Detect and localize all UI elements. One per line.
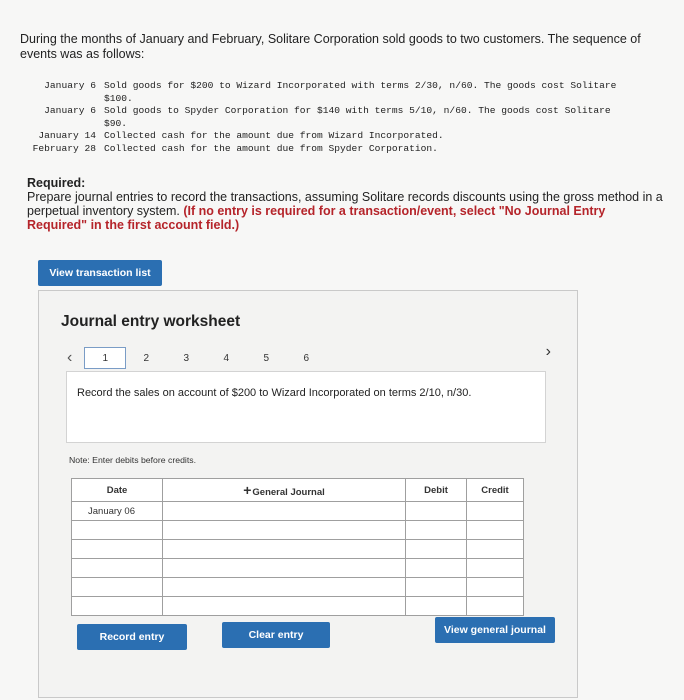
account-field[interactable]: [163, 578, 405, 596]
account-cell[interactable]: [163, 578, 406, 597]
credit-cell[interactable]: [467, 578, 524, 597]
account-field[interactable]: [163, 597, 405, 615]
general-journal-label: General Journal: [252, 487, 325, 498]
tab-page-2[interactable]: 2: [143, 352, 150, 364]
date-header: Date: [72, 479, 163, 502]
general-journal-header: [163, 479, 406, 502]
account-field[interactable]: [163, 502, 405, 520]
credit-field[interactable]: [467, 502, 523, 520]
event-text: Collected cash for the amount due from Spyder Corporation.: [104, 142, 438, 154]
credit-field[interactable]: [467, 578, 523, 596]
account-cell[interactable]: [163, 540, 406, 559]
required-title: Required:: [27, 176, 86, 190]
debit-cell[interactable]: [406, 597, 467, 616]
debit-cell[interactable]: [406, 540, 467, 559]
event-text: Sold goods to Spyder Corporation for $140 with terms 5/10, n/60. The goods cost Solitare $90.: [104, 105, 611, 129]
event-text: Collected cash for the amount due from Wizard Incorporated.: [104, 130, 444, 141]
required-emphasis: (If no entry is required for a transaction/event, select "No Journal Entry Required" in the first account field.): [27, 204, 606, 232]
tab-page-6[interactable]: 6: [303, 352, 310, 364]
event-date: January 6: [44, 80, 96, 91]
credit-field[interactable]: [467, 559, 523, 577]
event-date: January 6: [44, 105, 96, 116]
table-row: [72, 578, 524, 597]
table-row: [72, 559, 524, 578]
date-cell[interactable]: [72, 559, 163, 578]
required-text: [27, 190, 667, 232]
account-field[interactable]: [163, 540, 405, 558]
journal-table: [71, 478, 524, 616]
credit-cell[interactable]: [467, 540, 524, 559]
event-row: [24, 143, 624, 156]
debit-field[interactable]: [406, 559, 466, 577]
date-cell[interactable]: [72, 578, 163, 597]
event-row: [24, 80, 624, 105]
tab-page-5[interactable]: 5: [263, 352, 270, 364]
tab-page-1[interactable]: 1: [84, 347, 126, 369]
debit-cell[interactable]: [406, 559, 467, 578]
debit-field[interactable]: [406, 597, 466, 615]
account-cell[interactable]: [163, 559, 406, 578]
tab-page-4[interactable]: 4: [223, 352, 230, 364]
table-row: [72, 540, 524, 559]
prompt-text: Record the sales on account of $200 to Wizard Incorporated on terms 2/10, n/30.: [77, 387, 472, 399]
debit-cell[interactable]: [406, 578, 467, 597]
worksheet-title: Journal entry worksheet: [61, 313, 241, 330]
date-cell[interactable]: [72, 540, 163, 559]
credit-cell[interactable]: [467, 597, 524, 616]
account-cell[interactable]: [163, 597, 406, 616]
table-row: [72, 502, 524, 521]
table-row: [72, 597, 524, 616]
table-row: [72, 521, 524, 540]
transaction-prompt: [66, 371, 546, 443]
debit-field[interactable]: [406, 521, 466, 539]
clear-entry-button[interactable]: Clear entry: [222, 622, 330, 648]
event-row: [24, 130, 624, 143]
event-date: February 28: [32, 142, 96, 154]
credit-field[interactable]: [467, 540, 523, 558]
credit-cell[interactable]: [467, 502, 524, 521]
account-field[interactable]: [163, 559, 405, 577]
required-instructions: Prepare journal entries to record the transactions, assuming Solitare records discounts using the gross method in a perpetual inventory system.: [27, 190, 663, 218]
record-entry-button[interactable]: Record entry: [77, 624, 187, 650]
chevron-left-icon[interactable]: ‹: [67, 349, 73, 366]
credit-header: Credit: [467, 479, 524, 502]
account-cell[interactable]: [163, 521, 406, 540]
date-cell[interactable]: [72, 521, 163, 540]
debit-cell[interactable]: [406, 502, 467, 521]
chevron-right-icon[interactable]: ›: [545, 343, 551, 360]
view-transaction-list-button[interactable]: View transaction list: [38, 260, 162, 286]
worksheet-pager: [67, 347, 326, 369]
intro-text: During the months of January and February, Solitare Corporation sold goods to two customers. The sequence of events was as follows:: [20, 32, 641, 61]
account-cell[interactable]: [163, 502, 406, 521]
credit-field[interactable]: [467, 521, 523, 539]
credit-field[interactable]: [467, 597, 523, 615]
credit-cell[interactable]: [467, 559, 524, 578]
date-cell[interactable]: [72, 597, 163, 616]
event-date: January 14: [38, 130, 96, 141]
entry-note: Note: Enter debits before credits.: [69, 455, 196, 465]
add-row-icon[interactable]: +: [243, 482, 252, 498]
date-cell[interactable]: January 06: [72, 502, 163, 521]
journal-entry-worksheet: [38, 290, 578, 698]
debit-header: Debit: [406, 479, 467, 502]
tab-page-3[interactable]: 3: [183, 352, 190, 364]
credit-cell[interactable]: [467, 521, 524, 540]
event-row: [24, 105, 624, 130]
event-text: Sold goods for $200 to Wizard Incorporated with terms 2/30, n/60. The goods cost Solitare $100.: [104, 80, 617, 104]
view-general-journal-button[interactable]: View general journal: [435, 617, 555, 643]
debit-cell[interactable]: [406, 521, 467, 540]
events-list: [24, 80, 624, 155]
debit-field[interactable]: [406, 578, 466, 596]
debit-field[interactable]: [406, 502, 466, 520]
debit-field[interactable]: [406, 540, 466, 558]
account-field[interactable]: [163, 521, 405, 539]
